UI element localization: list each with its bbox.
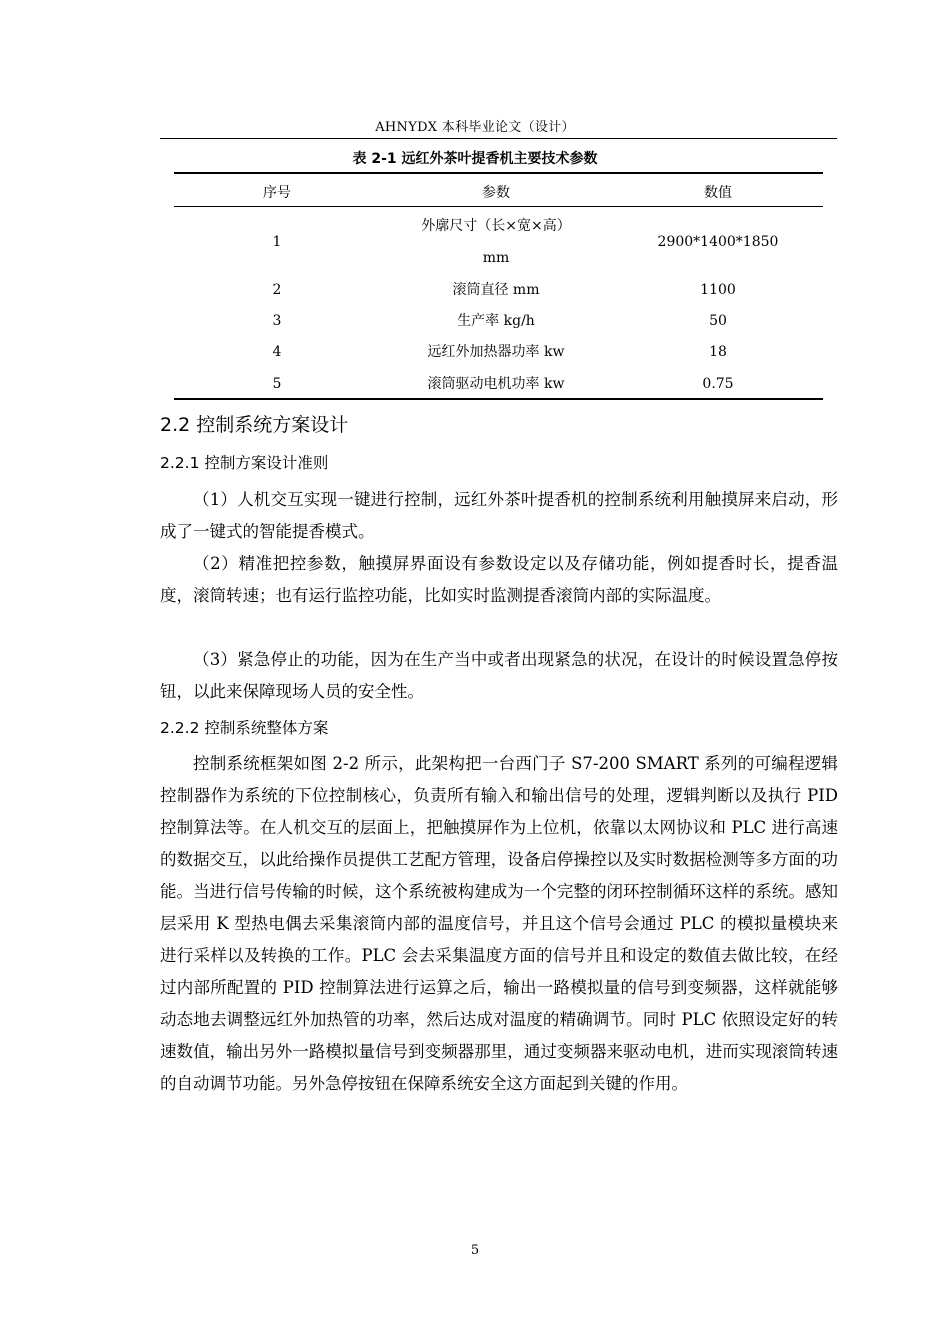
table-cell-param: 外廓尺寸（长×宽×高） <box>421 218 571 234</box>
table-cell-value: 0.75 <box>702 376 734 392</box>
table-cell-param: 滚筒驱动电机功率 kw <box>427 376 565 392</box>
table-caption: 表 2-1 远红外茶叶提香机主要技术参数 <box>352 151 598 167</box>
table-cell-param: 滚筒直径 mm <box>452 282 540 298</box>
table-cell-no: 4 <box>272 344 282 360</box>
header-rule <box>160 138 837 139</box>
table-cell-no: 2 <box>272 282 282 298</box>
col-header-value: 数值 <box>704 185 732 201</box>
table-cell-param: 生产率 kg/h <box>457 313 535 329</box>
table-cell-value: 2900*1400*1850 <box>657 234 779 250</box>
col-header-param: 参数 <box>482 185 510 201</box>
paragraph: 控制系统框架如图 2-2 所示，此架构把一台西门子 S7-200 SMART 系列的可编程逻辑控制器作为系统的下位控制核心，负责所有输入和输出信号的处理，逻辑判断以及执行 PID 控制算法等。在人机交互的层面上，把触摸屏作为上位机，依靠以太网协议和 PLC 进行高速的数据交互，以此给操作员提供工艺配方管理，设备启停操控以及实时数据检测等多方面的功能。当进行信号传输的时候，这个系统被构建成为一个完整的闭环控制循环这样的系统。感知层采用 K 型热电偶去采集滚筒内部的温度信号，并且这个信号会通过 PLC 的模拟量模块来进行采样以及转换的工作。PLC 会去采集温度方面的信号并且和设定的数值去做比较，在经过内部所配置的 PID 控制算法进行运算之后，输出一路模拟量的信号到变频器，这样就能够动态地去调整远红外加热管的功率，然后达成对温度的精确调节。同时 PLC 依照设定好的转速数值，输出另外一路模拟量信号到变频器那里，通过变频器来驱动电机，进而实现滚筒转速的自动调节功能。另外急停按钮在保障系统安全这方面起到关键的作用。 <box>160 754 838 1093</box>
table-top-rule <box>174 172 823 174</box>
paragraph: （2）精准把控参数，触摸屏界面设有参数设定以及存储功能，例如提香时长，提香温度，滚筒转速；也有运行监控功能，比如实时监测提香滚筒内部的实际温度。 <box>160 554 838 605</box>
table-cell-value: 18 <box>709 344 727 360</box>
section-heading: 2.2 控制系统方案设计 <box>160 414 349 436</box>
table-bottom-rule <box>174 398 823 400</box>
table-cell-no: 1 <box>272 234 282 250</box>
table-cell-param-unit: mm <box>482 250 510 266</box>
running-header: AHNYDX 本科毕业论文（设计） <box>375 120 575 135</box>
table-cell-value: 50 <box>709 313 727 329</box>
table-cell-no: 3 <box>272 313 282 329</box>
table-header-rule <box>174 206 823 207</box>
table-cell-value: 1100 <box>700 282 736 298</box>
paragraph: （3）紧急停止的功能，因为在生产当中或者出现紧急的状况，在设计的时候设置急停按钮，以此来保障现场人员的安全性。 <box>160 650 838 701</box>
page-number: 5 <box>470 1243 480 1258</box>
subsection-heading: 2.2.2 控制系统整体方案 <box>160 719 329 737</box>
col-header-no: 序号 <box>263 185 291 201</box>
paragraph: （1）人机交互实现一键进行控制，远红外茶叶提香机的控制系统利用触摸屏来启动，形成了一键式的智能提香模式。 <box>160 490 838 541</box>
subsection-heading: 2.2.1 控制方案设计准则 <box>160 454 329 472</box>
table-cell-no: 5 <box>272 376 282 392</box>
table-cell-param: 远红外加热器功率 kw <box>427 344 565 360</box>
